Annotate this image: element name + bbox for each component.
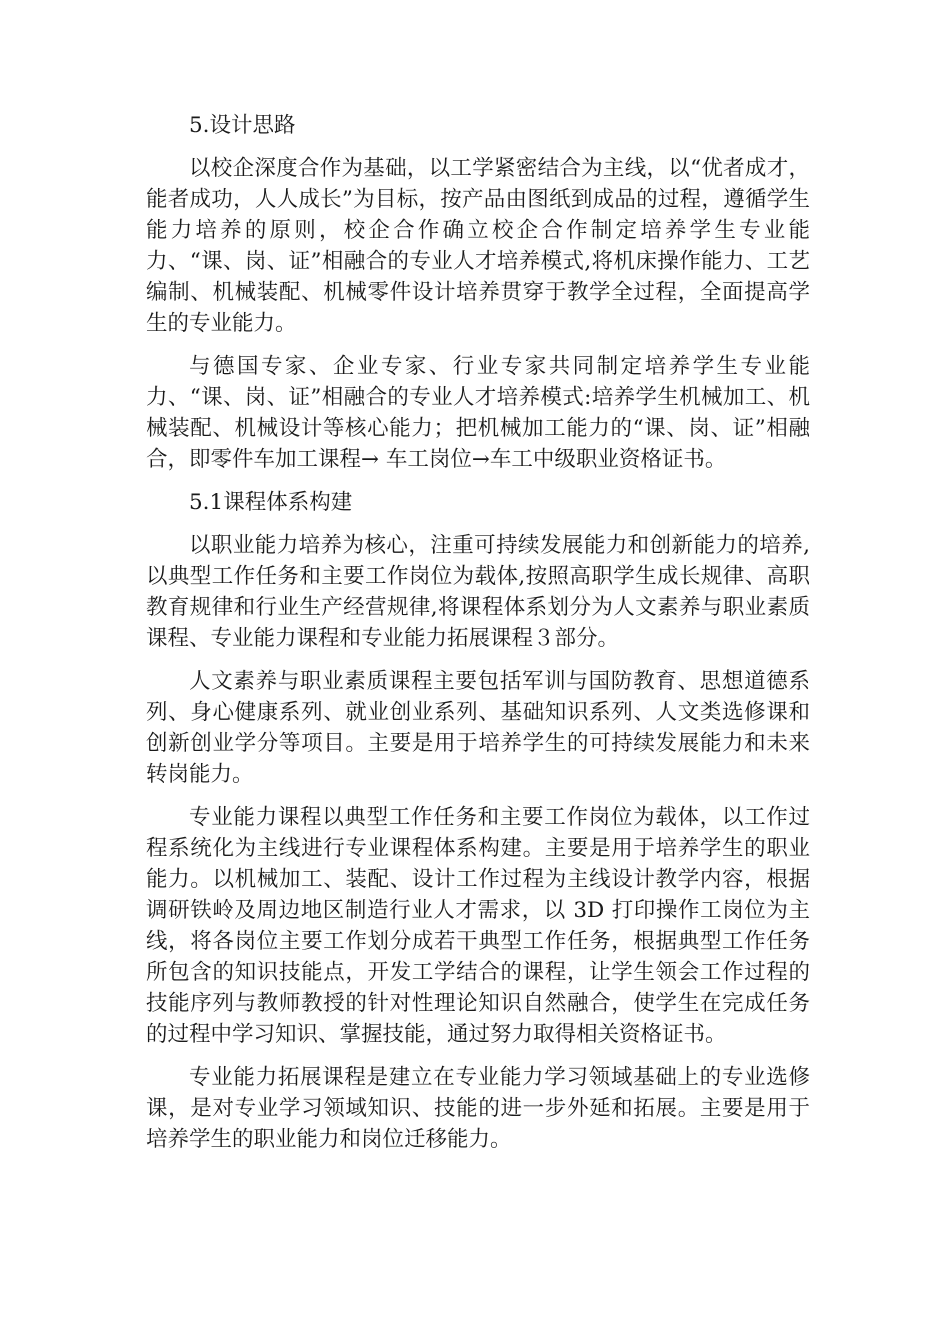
paragraph: 专业能力拓展课程是建立在专业能力学习领域基础上的专业选修课，是对专业学习领域知识、技能的进一步外延和拓展。主要是用于培养学生的职业能力和岗位迁移能力。 bbox=[146, 1065, 810, 1152]
document-body bbox=[146, 110, 810, 1167]
paragraph: 人文素养与职业素质课程主要包括军训与国防教育、思想道德系列、身心健康系列、就业创业系列、基础知识系列、人文类选修课和创新创业学分等项目。主要是用于培养学生的可持续发展能力和未来转岗能力。 bbox=[146, 669, 810, 787]
paragraph: 专业能力课程以典型工作任务和主要工作岗位为载体，以工作过程系统化为主线进行专业课程体系构建。主要是用于培养学生的职业能力。以机械加工、装配、设计工作过程为主线设计教学内容，根据调研铁岭及周边地区制造行业人才需求，以 3D 打印操作工岗位为主线，将各岗位主要工作划分成若干典型工作任务，根据典型工作任务所包含的知识技能点，开发工学结合的课程，让学生领会工作过程的技能序列与教师教授的针对性理论知识自然融合，使学生在完成任务的过程中学习知识、掌握技能，通过努力取得相关资格证书。 bbox=[146, 805, 810, 1047]
section-heading-design-approach: 5.设计思路 bbox=[189, 113, 296, 138]
paragraph: 以职业能力培养为核心，注重可持续发展能力和创新能力的培养,以典型工作任务和主要工作岗位为载体,按照高职学生成长规律、高职教育规律和行业生产经营规律,将课程体系划分为人文素养与职业素质课程、专业能力课程和专业能力拓展课程３部分。 bbox=[146, 533, 810, 651]
paragraph: 以校企深度合作为基础，以工学紧密结合为主线，以“优者成才，能者成功，人人成长”为目标，按产品由图纸到成品的过程，遵循学生能力培养的原则，校企合作确立校企合作制定培养学生专业能力、“课、岗、证”相融合的专业人才培养模式,将机床操作能力、工艺编制、机械装配、机械零件设计培养贯穿于教学全过程，全面提高学生的专业能力。 bbox=[146, 156, 810, 336]
section-heading-curriculum-system: 5.1课程体系构建 bbox=[189, 490, 353, 515]
paragraph: 与德国专家、企业专家、行业专家共同制定培养学生专业能力、“课、岗、证”相融合的专业人才培养模式:培养学生机械加工、机械装配、机械设计等核心能力；把机械加工能力的“课、岗、证”相融合，即零件车加工课程→ 车工岗位→车工中级职业资格证书。 bbox=[146, 354, 810, 472]
